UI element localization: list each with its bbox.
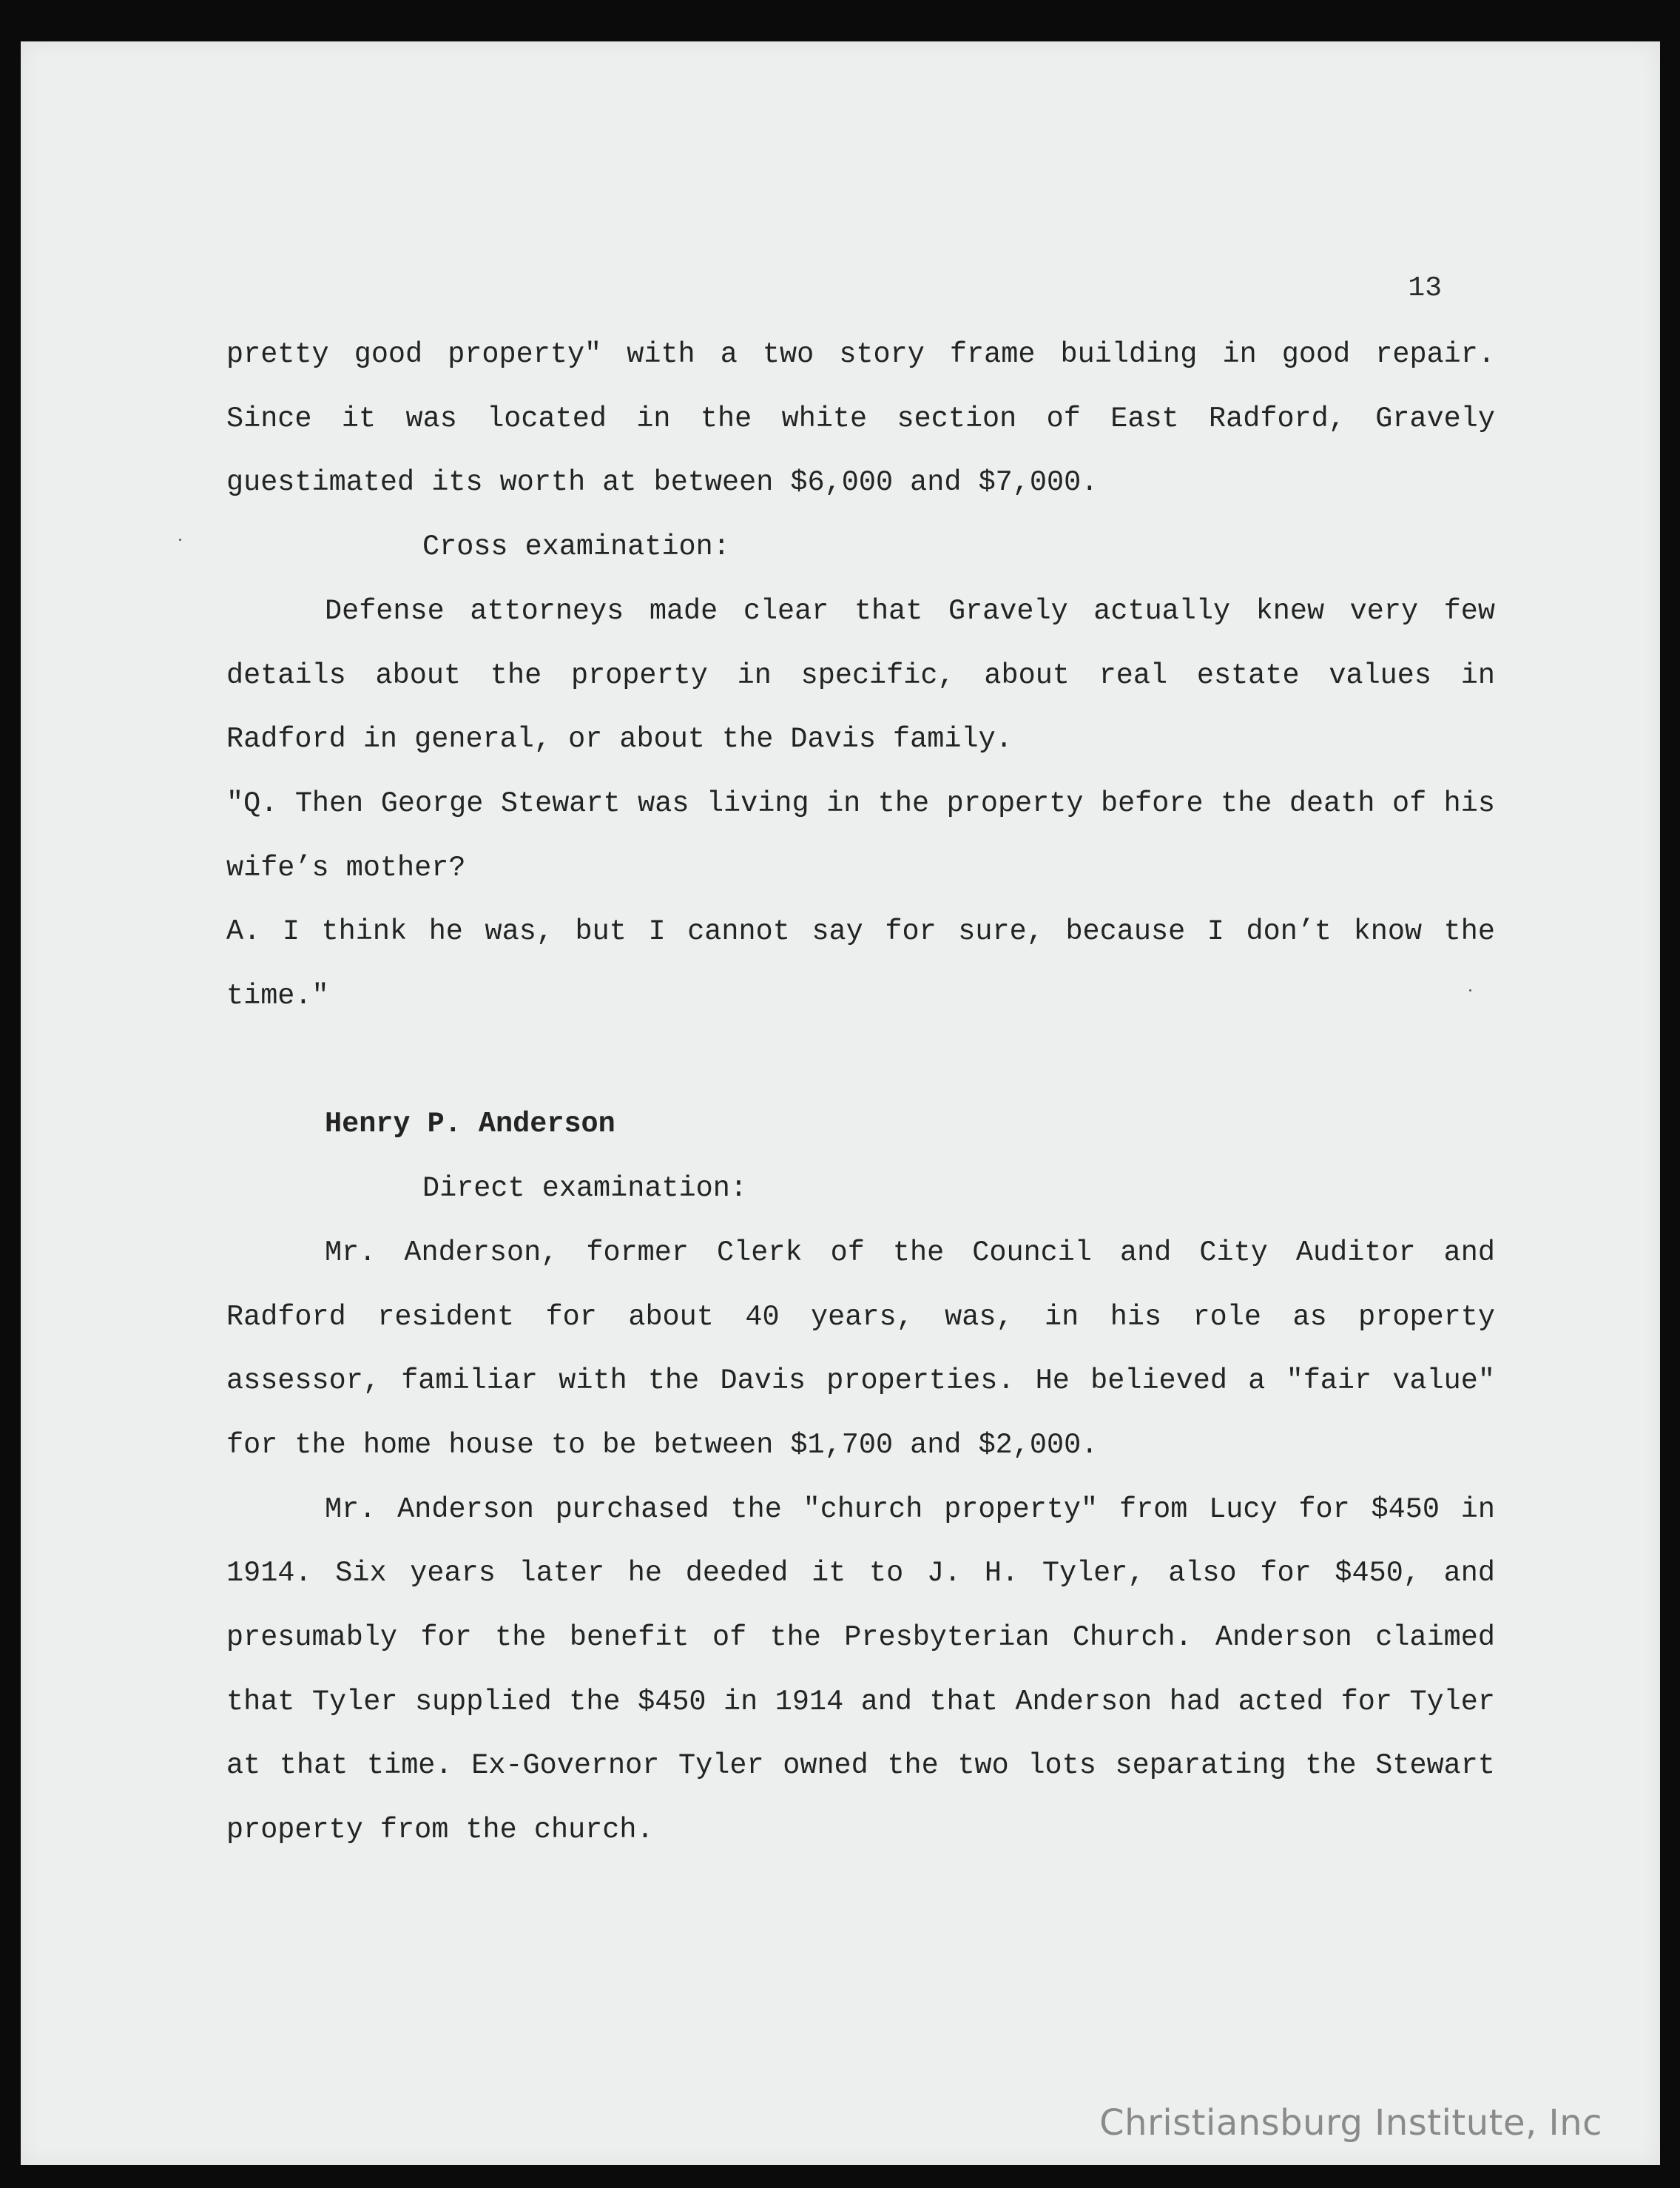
page-number: 13 (1408, 272, 1442, 304)
cross-examination-heading: Cross examination: (422, 531, 730, 564)
paragraph-defense-attorneys: Defense attorneys made clear that Gravely actually knew very few details about the property in specific, about real estate values in Radford in general, or about the Davis family. (226, 594, 1495, 756)
document-page (21, 41, 1660, 2165)
witness-name-heading: Henry P. Anderson (325, 1108, 615, 1141)
paper-speck (179, 539, 181, 541)
section-spacer (226, 1029, 1495, 1093)
document-body (226, 323, 1495, 1862)
direct-examination-heading: Direct examination: (422, 1172, 747, 1205)
paper-speck (1469, 989, 1471, 992)
watermark: Christiansburg Institute, Inc (1099, 2102, 1602, 2144)
testimony-question: "Q. Then George Stewart was living in the property before the death of his wife’s mother? (226, 787, 1495, 884)
testimony-answer: A. I think he was, but I cannot say for sure, because I don’t know the time." (226, 915, 1495, 1013)
paragraph-property-value: pretty good property" with a two story frame building in good repair. Since it was located in the white section of East Radford, Gravely guestimated its worth at between $6,000 and $7,000. (226, 338, 1495, 499)
paragraph-anderson-background: Mr. Anderson, former Clerk of the Council and City Auditor and Radford resident for about 40 years, was, in his role as property assessor, familiar with the Davis properties. He believed a "fair value" for the home house to be between $1,700 and $2,000. (226, 1236, 1495, 1461)
paragraph-church-property: Mr. Anderson purchased the "church property" from Lucy for $450 in 1914. Six years later he deeded it to J. H. Tyler, also for $450, and presumably for the benefit of the Presbyterian Church. Anderson claimed that Tyler supplied the $450 in 1914 and that Anderson had acted for Tyler at that time. Ex-Governor Tyler owned the two lots separating the Stewart property from the church. (226, 1492, 1495, 1847)
